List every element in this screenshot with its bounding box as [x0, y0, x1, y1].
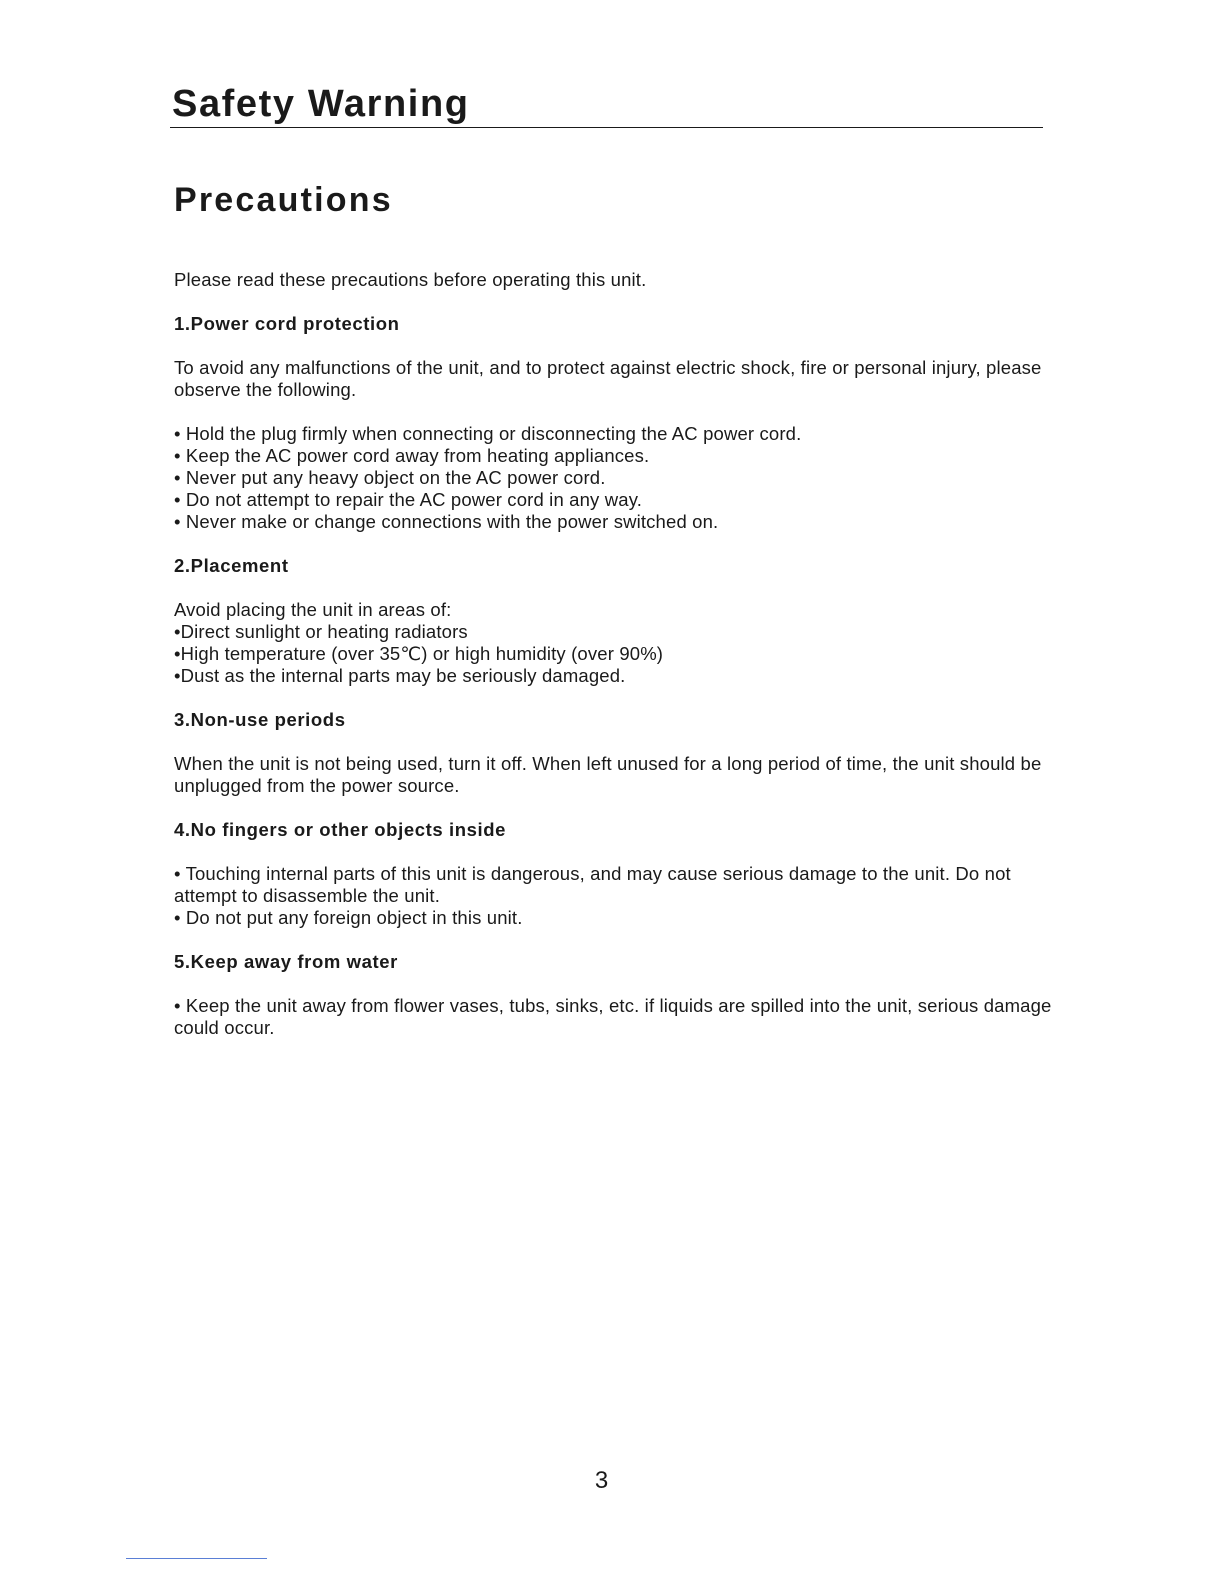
- placement-line: Avoid placing the unit in areas of:: [174, 599, 452, 620]
- water-body: • Keep the unit away from flower vases, tubs, sinks, etc. if liquids are spilled into the unit, serious damage could occur.: [174, 995, 1052, 1038]
- bullet-item: • Hold the plug firmly when connecting or disconnecting the AC power cord.: [174, 423, 802, 444]
- heading-water: 5.Keep away from water: [174, 951, 398, 972]
- non-use-body: When the unit is not being used, turn it off. When left unused for a long period of time, the unit should be unplugged from the power source.: [174, 753, 1042, 796]
- power-cord-bullets: [174, 423, 1054, 533]
- title-underline: [170, 127, 1043, 128]
- heading-placement: 2.Placement: [174, 555, 289, 576]
- bullet-item: • Never put any heavy object on the AC power cord.: [174, 467, 606, 488]
- bullet-item: • Do not attempt to repair the AC power cord in any way.: [174, 489, 643, 510]
- bullet-item: • Never make or change connections with the power switched on.: [174, 511, 719, 532]
- precautions-content: [174, 269, 1054, 1039]
- page-title: Safety Warning: [172, 83, 470, 125]
- placement-line: •Direct sunlight or heating radiators: [174, 621, 468, 642]
- power-cord-body: To avoid any malfunctions of the unit, and to protect against electric shock, fire or personal injury, please observe the following.: [174, 357, 1042, 400]
- bullet-item: • Keep the AC power cord away from heating appliances.: [174, 445, 650, 466]
- placement-line: •Dust as the internal parts may be seriously damaged.: [174, 665, 626, 686]
- page-number: 3: [594, 1467, 609, 1494]
- section-title: Precautions: [174, 181, 393, 219]
- intro-text: Please read these precautions before operating this unit.: [174, 269, 647, 290]
- no-fingers-line: • Do not put any foreign object in this unit.: [174, 907, 523, 928]
- footer-rule: [126, 1558, 267, 1559]
- heading-power-cord: 1.Power cord protection: [174, 313, 400, 334]
- heading-no-fingers: 4.No fingers or other objects inside: [174, 819, 507, 840]
- heading-non-use: 3.Non-use periods: [174, 709, 346, 730]
- no-fingers-line: • Touching internal parts of this unit is dangerous, and may cause serious damage to the unit. Do not attempt to disassemble the unit.: [174, 863, 1011, 906]
- placement-line: •High temperature (over 35℃) or high humidity (over 90%): [174, 643, 664, 664]
